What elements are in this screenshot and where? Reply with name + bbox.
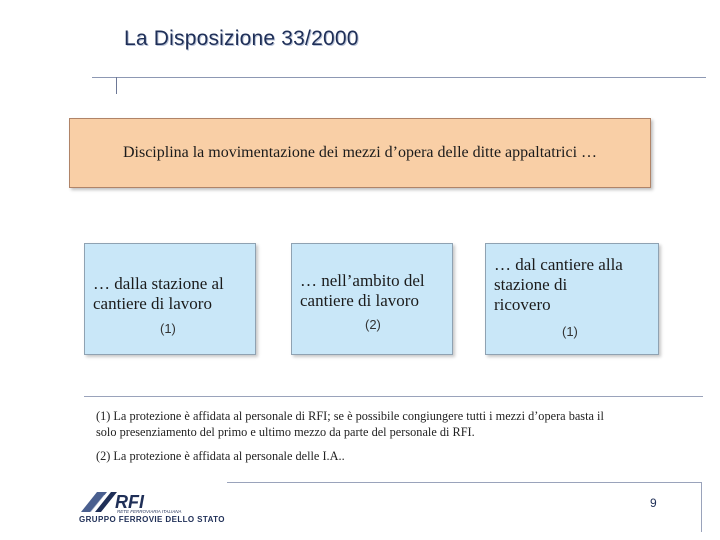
case-box-note: (1) <box>562 324 578 339</box>
footnote-2: (2) La protezione è affidata al personale delle I.A.. <box>96 449 345 463</box>
rfi-brand-text: RFI <box>115 492 144 512</box>
case-box-station-to-site <box>84 243 256 355</box>
case-box-line: ricovero <box>494 295 551 314</box>
footer-divider-vertical <box>701 482 702 532</box>
case-box-line: … dalla stazione al <box>93 274 224 293</box>
main-statement-box <box>69 118 651 188</box>
page-number: 9 <box>650 496 657 510</box>
case-box-within-site <box>291 243 453 355</box>
footnote-divider <box>84 396 703 397</box>
rfi-tagline-text: RETE FERROVIARIA ITALIANA <box>117 509 182 514</box>
case-box-line: cantiere di lavoro <box>300 291 419 310</box>
case-box-note: (1) <box>160 321 176 336</box>
page-title: La Disposizione 33/2000 <box>124 27 359 50</box>
header-divider-tick <box>116 77 117 94</box>
rfi-track-mark-icon <box>81 492 117 512</box>
header-divider <box>92 77 706 78</box>
case-box-line: cantiere di lavoro <box>93 294 212 313</box>
footnote-1-line-2: solo presenziamento del primo e ultimo mezzo da parte del personale di RFI. <box>96 425 475 439</box>
footer-divider <box>227 482 702 483</box>
footnote-1-line-1: (1) La protezione è affidata al personale di RFI; se è possibile congiungere tutti i mezzi d’opera basta il <box>96 409 604 423</box>
main-statement-text: Disciplina la movimentazione dei mezzi d’opera delle ditte appaltatrici … <box>122 144 598 161</box>
rfi-group-text: GRUPPO FERROVIE DELLO STATO <box>79 515 225 524</box>
case-box-line: stazione di <box>494 275 568 294</box>
case-box-line: … dal cantiere alla <box>494 255 623 274</box>
case-box-note: (2) <box>365 317 381 332</box>
case-box-site-to-depot <box>485 243 659 355</box>
case-box-line: … nell’ambito del <box>300 271 425 290</box>
